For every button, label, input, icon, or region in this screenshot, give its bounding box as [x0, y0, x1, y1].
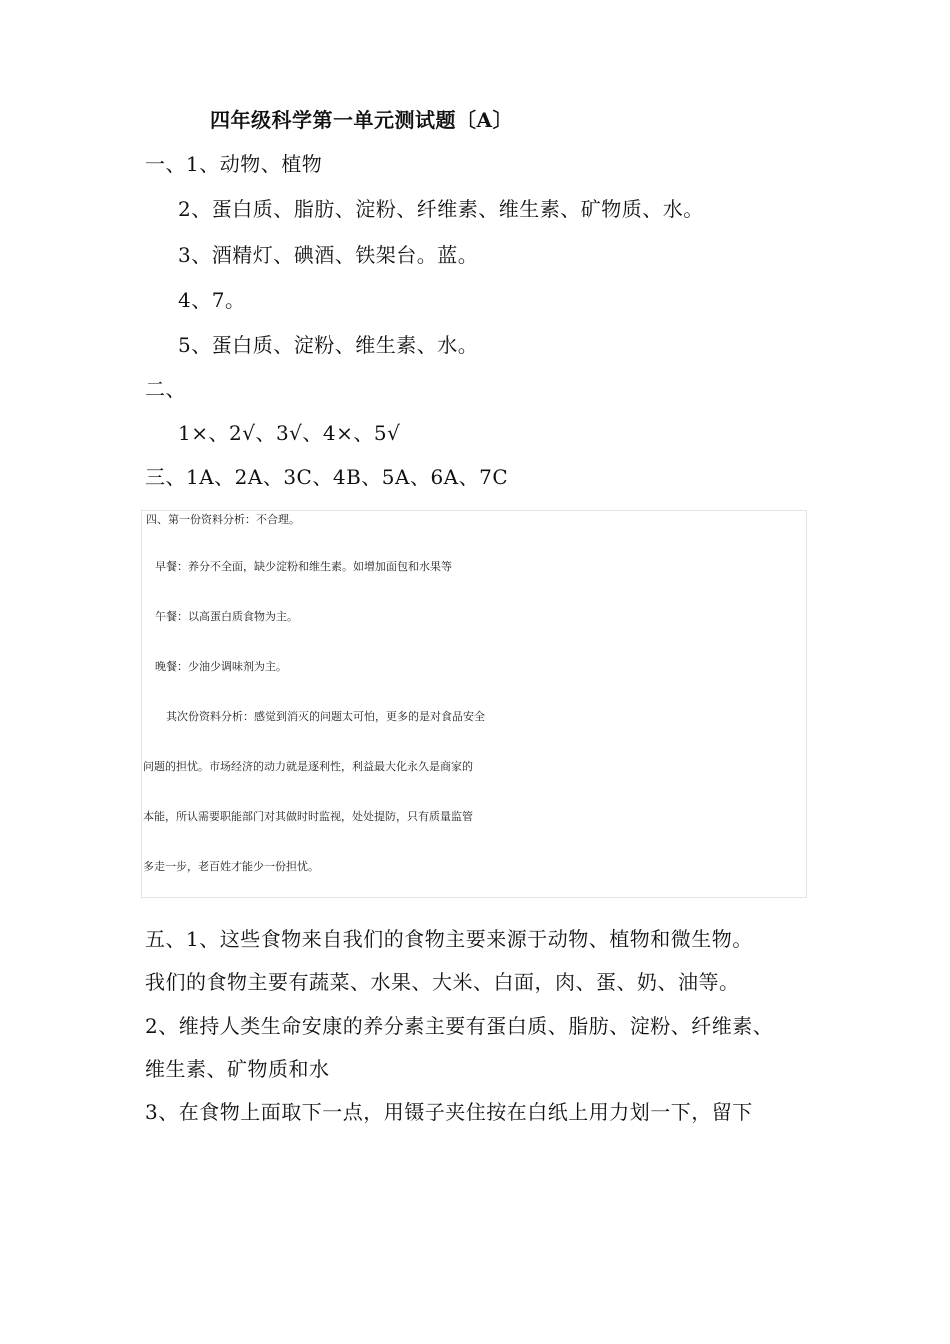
page-title: 四年级科学第一单元测试题〔A〕: [210, 108, 514, 132]
analysis-line-8: 多走一步，老百姓才能少一份担忧。: [143, 860, 319, 873]
analysis-line-5: 其次份资料分析：感觉到消灭的问题太可怕，更多的是对食品安全: [166, 710, 485, 723]
answer-section-5-line-3: 2、维持人类生命安康的养分素主要有蛋白质、脂肪、淀粉、纤维素、: [145, 1014, 774, 1038]
answer-section-5-line-4: 维生素、矿物质和水: [145, 1057, 330, 1081]
analysis-line-3: 午餐：以高蛋白质食物为主。: [155, 610, 298, 623]
answer-section-5-line-2: 我们的食物主要有蔬菜、水果、大米、白面，肉、蛋、奶、油等。: [145, 970, 740, 994]
analysis-line-1: 四、第一份资料分析：不合理。: [146, 513, 300, 526]
answer-section-3-line: 三、1A、2A、3C、4B、5A、6A、7C: [145, 465, 509, 489]
analysis-line-6: 问题的担忧。市场经济的动力就是逐利性，利益最大化永久是商家的: [143, 760, 473, 773]
answer-section-1-line-4: 4、7。: [178, 288, 246, 312]
answer-section-1-line-1: 一、1、动物、植物: [145, 152, 323, 176]
answer-section-1-line-3: 3、酒精灯、碘酒、铁架台。蓝。: [178, 243, 479, 267]
answer-section-2-heading: 二、: [145, 377, 186, 401]
answer-section-5-line-1: 五、1、这些食物来自我们的食物主要来源于动物、植物和微生物。: [145, 927, 753, 951]
analysis-image-box: [141, 510, 807, 898]
analysis-line-7: 本能，所认需要职能部门对其做时时监视，处处提防，只有质量监管: [143, 810, 473, 823]
answer-section-1-line-5: 5、蛋白质、淀粉、维生素、水。: [178, 333, 479, 357]
answer-section-5-line-5: 3、在食物上面取下一点，用镊子夹住按在白纸上用力划一下，留下: [145, 1100, 753, 1124]
answer-section-1-line-2: 2、蛋白质、脂肪、淀粉、纤维素、维生素、矿物质、水。: [178, 197, 704, 221]
analysis-line-2: 早餐：养分不全面，缺少淀粉和维生素。如增加面包和水果等: [155, 560, 452, 573]
analysis-line-4: 晚餐：少油少调味剂为主。: [155, 660, 287, 673]
answer-section-2-answers: 1×、2√、3√、4×、5√: [178, 421, 401, 445]
